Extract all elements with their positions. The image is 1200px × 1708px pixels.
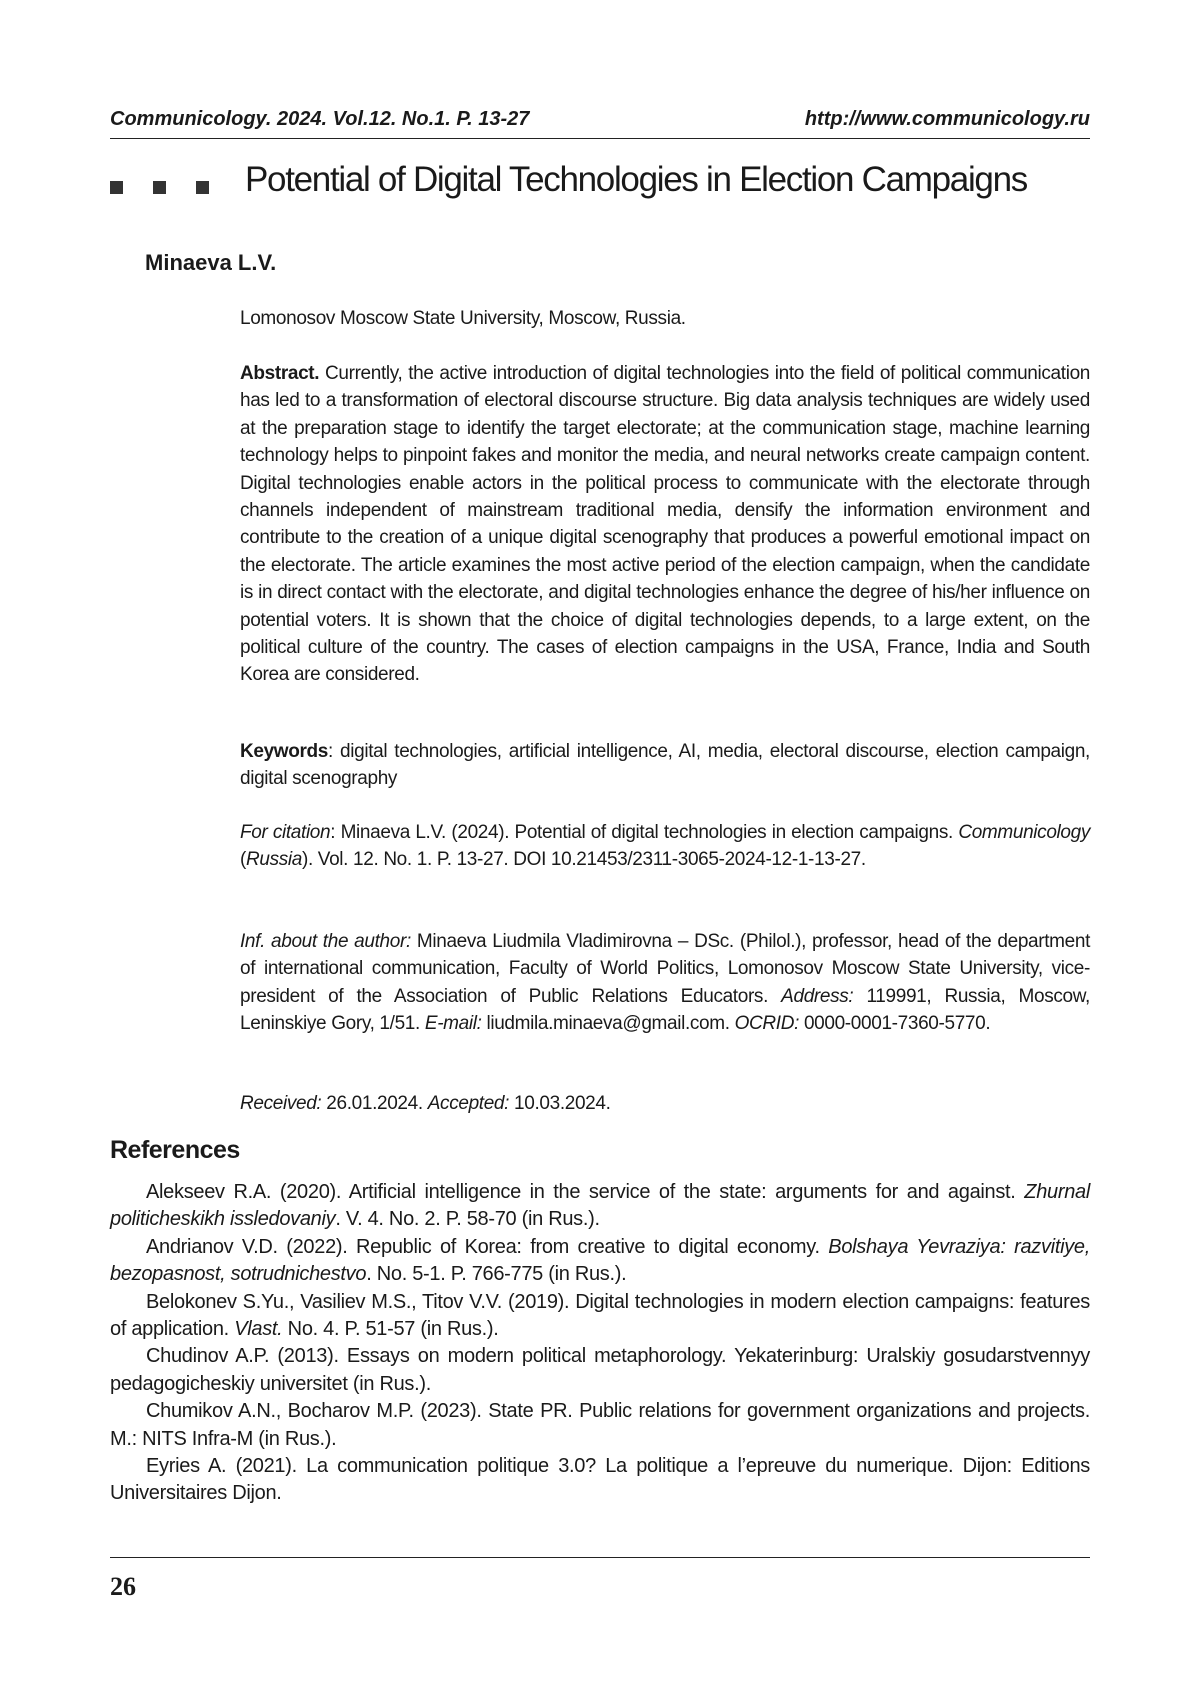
abstract-text: Currently, the active introduction of digital technologies into the field of political communication has led to a transformation of electoral discourse structure. Big data analysis techniques are widely used at the preparation stage to identify the target electorate; at the communication stage, machine learning technology helps to pinpoint fakes and monitor the media, and neural networks create campaign content. Digital technologies enable actors in the political process to communicate with the electorate through channels independent of mainstream traditional media, densify the information environment and contribute to the creation of a unique digital scenography that produces a powerful emotional impact on the electorate. The article examines the most active period of the election campaign, when the candidate is in direct contact with the electorate, and digital technologies enhance the degree of his/her influence on potential voters. It is shown that the choice of digital technologies depends, to a large extent, on the political culture of the country. The cases of election campaigns in the USA, France, India and South Korea are considered. bbox=[240, 363, 1090, 686]
keywords bbox=[240, 738, 1090, 793]
reference-item bbox=[110, 1453, 1090, 1508]
journal-citation-header: Communicology. 2024. Vol.12. No.1. P. 13-27 bbox=[110, 108, 530, 130]
accepted-label: Accepted: bbox=[427, 1093, 510, 1114]
reference-item bbox=[110, 1234, 1090, 1289]
keywords-label: Keywords bbox=[240, 741, 329, 762]
reference-text: Chumikov A.N., Bocharov M.P. (2023). State PR. Public relations for government organizations and projects. M.: NITS Infra-M (in Rus.). bbox=[110, 1400, 1090, 1450]
orcid-text: 0000-0001-7360-5770. bbox=[799, 1013, 991, 1035]
running-header bbox=[110, 106, 1090, 139]
square-bullet-icon bbox=[110, 181, 123, 194]
references-heading: References bbox=[110, 1136, 240, 1164]
address-text: 119991, Russia, Moscow, Leninskiye Gory, 1/51. bbox=[240, 985, 1090, 1035]
orcid-label: OCRID: bbox=[734, 1013, 800, 1035]
abstract-label: Abstract. bbox=[240, 363, 320, 384]
citation bbox=[240, 819, 1090, 874]
email-label: E-mail: bbox=[424, 1013, 482, 1035]
square-bullet-icon bbox=[196, 181, 209, 194]
reference-text: Alekseev R.A. (2020). Artificial intelligence in the service of the state: arguments for and against. bbox=[146, 1181, 1025, 1203]
title-row bbox=[110, 160, 1100, 210]
email-text: liudmila.minaeva@gmail.com. bbox=[481, 1013, 735, 1035]
article-title: Potential of Digital Technologies in Election Campaigns bbox=[245, 160, 1027, 199]
square-bullet-icon bbox=[153, 181, 166, 194]
author-info-text: Minaeva Liudmila Vladimirovna – DSc. (Philol.), professor, head of the department of international communication, Faculty of World Politics, Lomonosov Moscow State University, vice-president of the Association of Public Relations Educators. bbox=[240, 931, 1090, 1007]
author-info bbox=[240, 928, 1090, 1038]
journal-url-header: http://www.communicology.ru bbox=[804, 108, 1090, 130]
citation-label: For citation bbox=[240, 822, 331, 843]
reference-item bbox=[110, 1398, 1090, 1453]
citation-country: Russia bbox=[245, 849, 302, 871]
affiliation: Lomonosov Moscow State University, Moscow, Russia. bbox=[240, 308, 686, 329]
author-info-label: Inf. about the author: bbox=[240, 931, 411, 952]
footer-divider bbox=[110, 1557, 1090, 1558]
reference-text: Chudinov A.P. (2013). Essays on modern political metaphorology. Yekaterinburg: Uralskiy gosudarstvennyy pedagogicheskiy universitet (in Rus.). bbox=[110, 1345, 1090, 1395]
reference-text: Andrianov V.D. (2022). Republic of Korea: from creative to digital economy. bbox=[146, 1235, 829, 1258]
references-list bbox=[110, 1179, 1090, 1508]
reference-text: . No. 5-1. P. 766-775 (in Rus.). bbox=[366, 1263, 627, 1286]
reference-text: . V. 4. No. 2. P. 58-70 (in Rus.). bbox=[335, 1208, 600, 1231]
reference-text: No. 4. P. 51-57 (in Rus.). bbox=[282, 1318, 499, 1341]
reference-source: Zhurnal politicheskikh issledovaniy bbox=[110, 1181, 1090, 1231]
reference-item bbox=[110, 1289, 1090, 1344]
reference-source: Bolshaya Yevraziya: razvitiye, bezopasnost, sotrudnichestvo bbox=[110, 1235, 1090, 1286]
citation-text: ). Vol. 12. No. 1. P. 13-27. DOI 10.21453/2311-3065-2024-12-1-13-27. bbox=[301, 849, 866, 871]
accepted-date: 10.03.2024. bbox=[509, 1093, 611, 1114]
reference-item bbox=[110, 1179, 1090, 1234]
reference-text: Belokonev S.Yu., Vasiliev M.S., Titov V.V. (2019). Digital technologies in modern election campaigns: features of application. bbox=[110, 1290, 1090, 1341]
citation-text: : Minaeva L.V. (2024). Potential of digital technologies in election campaigns. bbox=[330, 822, 959, 843]
citation-text: ( bbox=[240, 849, 246, 871]
address-label: Address: bbox=[781, 985, 854, 1007]
received-date: 26.01.2024. bbox=[321, 1093, 428, 1114]
citation-journal: Communicology bbox=[958, 822, 1090, 843]
abstract bbox=[240, 360, 1090, 689]
reference-item bbox=[110, 1343, 1090, 1398]
received-dates bbox=[240, 1090, 1090, 1117]
reference-text: Eyries A. (2021). La communication politique 3.0? La politique a l’epreuve du numerique. Dijon: Editions Universitaires Dijon. bbox=[110, 1455, 1090, 1505]
keywords-text: : digital technologies, artificial intelligence, AI, media, electoral discourse, election campaign, digital scenography bbox=[240, 741, 1090, 790]
author-name: Minaeva L.V. bbox=[145, 250, 277, 275]
page-number: 26 bbox=[110, 1572, 136, 1601]
received-label: Received: bbox=[240, 1093, 322, 1114]
reference-source: Vlast. bbox=[234, 1318, 283, 1341]
